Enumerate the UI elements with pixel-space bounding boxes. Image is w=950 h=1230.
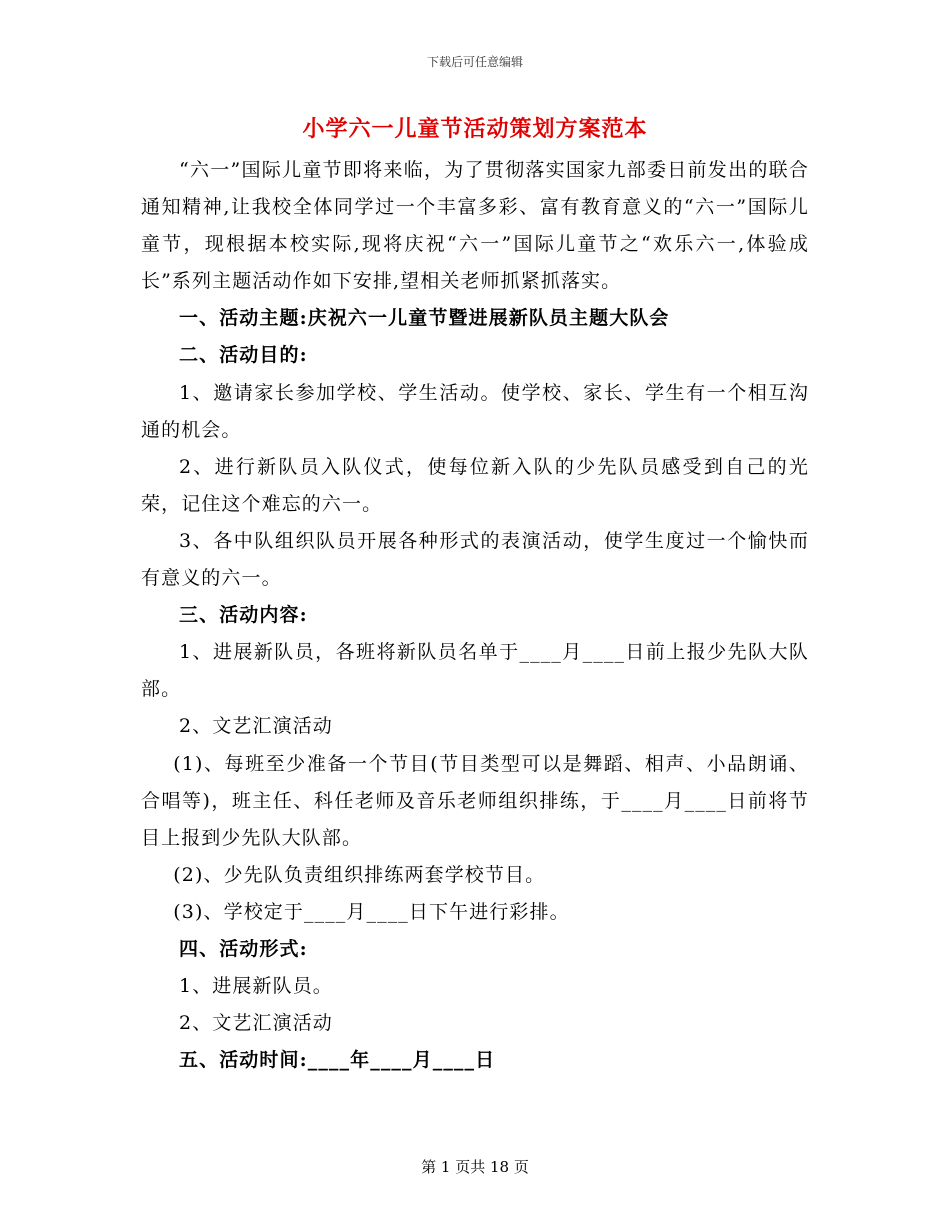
content-item-1: 1、进展新队员，各班将新队员名单于____月____日前上报少先队大队部。 (141, 641, 809, 701)
purpose-item-2: 2、进行新队员入队仪式，使每位新入队的少先队员感受到自己的光荣，记住这个难忘的六一。 (141, 455, 809, 515)
page-header: 下载后可任意编辑 (426, 55, 523, 69)
content-subitem-2: (2)、少先队负责组织排练两套学校节目。 (173, 863, 546, 886)
document-title: 小学六一儿童节活动策划方案范本 (302, 116, 648, 142)
form-item-2: 2、文艺汇演活动 (179, 1012, 333, 1035)
content-subitem-3: (3)、学校定于____月____日下午进行彩排。 (173, 900, 570, 923)
content-item-2: 2、文艺汇演活动 (179, 715, 333, 738)
form-item-1: 1、进展新队员。 (179, 975, 333, 998)
purpose-item-1: 1、邀请家长参加学校、学生活动。使学校、家长、学生有一个相互沟通的机会。 (141, 381, 809, 441)
section-heading-form: 四、活动形式: (179, 937, 308, 960)
section-heading-time: 五、活动时间:____年____月____日 (179, 1049, 496, 1072)
page-footer: 第 1 页共 18 页 (421, 1158, 529, 1176)
content-subitem-1: (1)、每班至少准备一个节目(节目类型可以是舞蹈、相声、小品朗诵、合唱等)，班主任、科任老师及音乐老师组织排练，于____月____日前将节目上报到少先队大队部。 (141, 752, 809, 849)
intro-paragraph: “六一”国际儿童节即将来临，为了贯彻落实国家九部委日前发出的联合通知精神,让我校全体同学过一个丰富多彩、富有教育意义的“六一”国际儿童节，现根据本校实际,现将庆祝“六一”国际儿童节之“欢乐六一,体验成长”系列主题活动作如下安排,望相关老师抓紧抓落实。 (141, 159, 809, 293)
section-heading-theme: 一、活动主题:庆祝六一儿童节暨进展新队员主题大队会 (179, 307, 670, 330)
document-body (141, 152, 809, 1079)
purpose-item-3: 3、各中队组织队员开展各种形式的表演活动，使学生度过一个愉快而有意义的六一。 (141, 529, 809, 590)
section-heading-purpose: 二、活动目的: (179, 344, 308, 367)
section-heading-content: 三、活动内容: (179, 604, 308, 627)
